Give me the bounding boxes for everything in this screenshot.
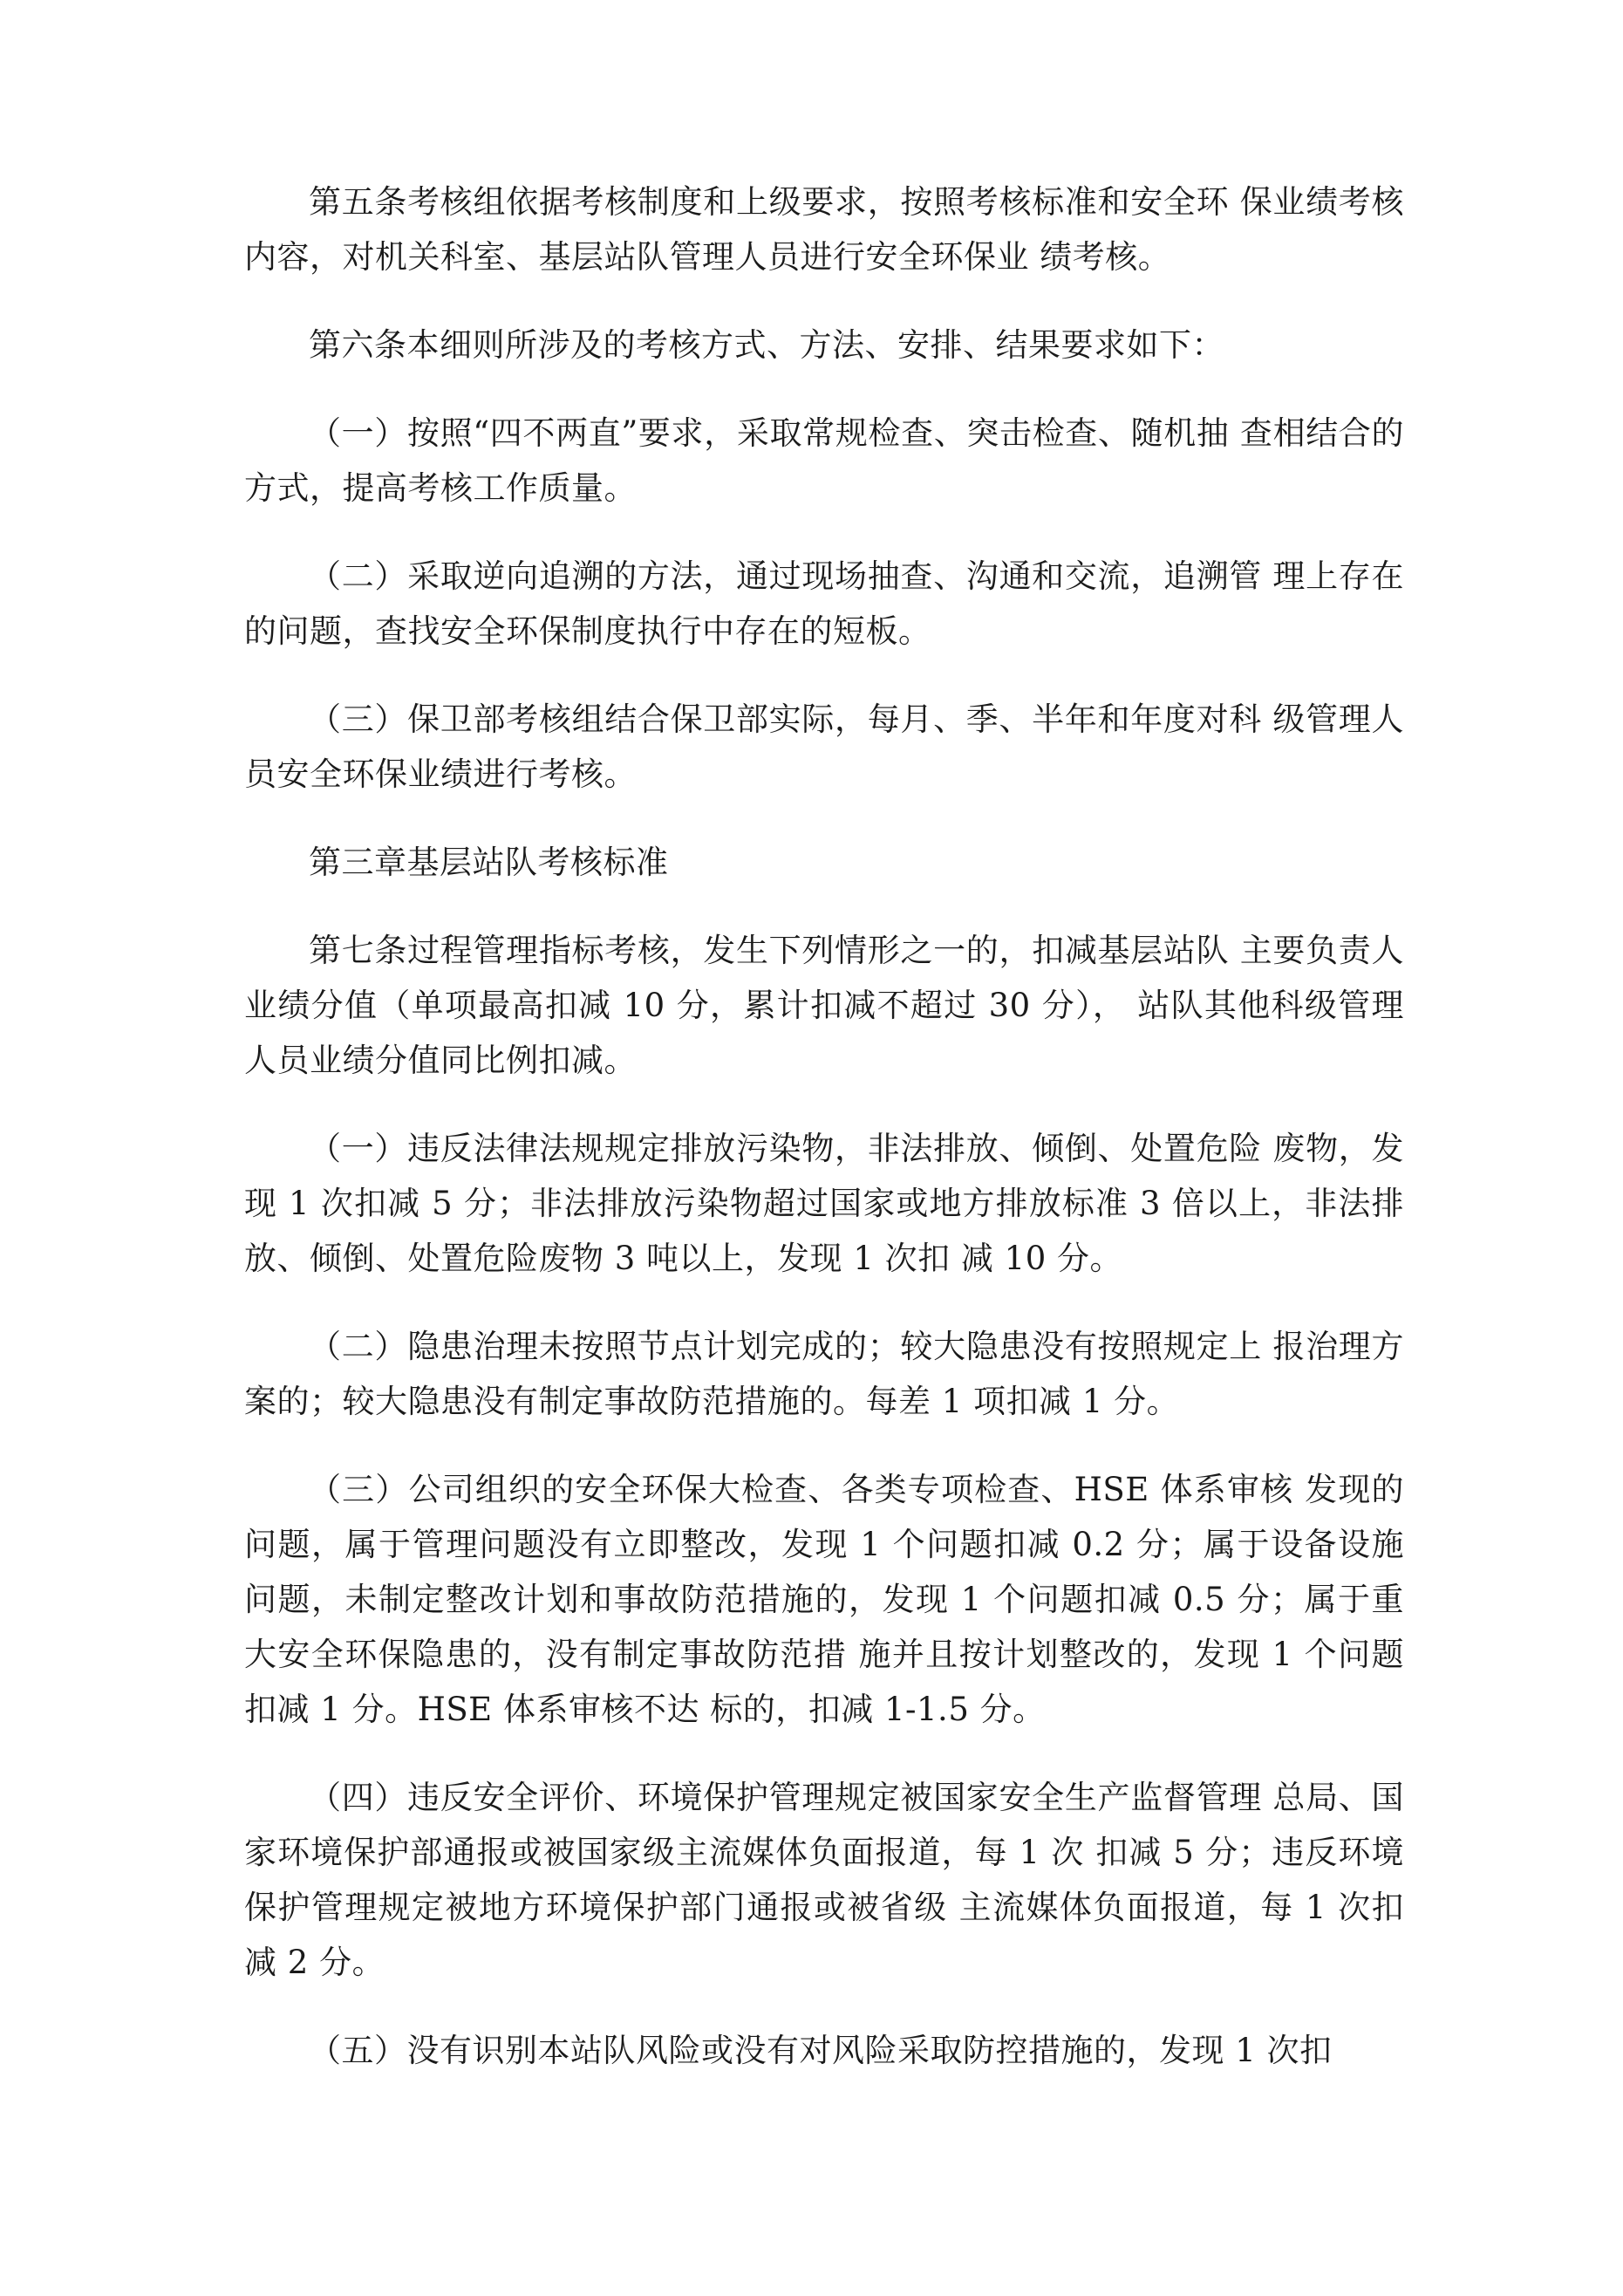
article-6-item-1: （一）按照“四不两直”要求，采取常规检查、突击检查、随机抽 查相结合的方式，提高考核工作质量。: [244, 414, 1404, 507]
article-5-paragraph: 第五条考核组依据考核制度和上级要求，按照考核标准和安全环 保业绩考核内容，对机关科室、基层站队管理人员进行安全环保业 绩考核。: [244, 183, 1404, 276]
article-7-item-4: （四）违反安全评价、环境保护管理规定被国家安全生产监督管理 总局、国家环境保护部通报或被国家级主流媒体负面报道，每 1 次 扣减 5 分；违反环境保护管理规定被地方环境保护部门通报或被省级 主流媒体负面报道，每 1 次扣减 2 分。: [244, 1779, 1404, 1981]
article-6-item-2: （二）采取逆向追溯的方法，通过现场抽查、沟通和交流，追溯管 理上存在的问题，查找安全环保制度执行中存在的短板。: [244, 557, 1404, 650]
article-7-item-3: （三）公司组织的安全环保大检查、各类专项检查、HSE 体系审核 发现的问题，属于管理问题没有立即整改，发现 1 个问题扣减 0.2 分；属于设备设施问题，未制定整改计划和事故防范措施的，发现 1 个问题扣减 0.5 分；属于重大安全环保隐患的，没有制定事故防范措 施并且按计划整改的，发现 1 个问题扣减 1 分。HSE 体系审核不达 标的，扣减 1-1.5 分。: [244, 1471, 1404, 1728]
chapter-3-heading: 第三章基层站队考核标准: [309, 844, 669, 881]
article-7-item-1: （一）违反法律法规规定排放污染物，非法排放、倾倒、处置危险 废物，发现 1 次扣减 5 分；非法排放污染物超过国家或地方排放标准 3 倍以上，非法排放、倾倒、处置危险废物 3 吨以上，发现 1 次扣 减 10 分。: [244, 1130, 1404, 1277]
article-6-item-3: （三）保卫部考核组结合保卫部实际，每月、季、半年和年度对科 级管理人员安全环保业绩进行考核。: [244, 700, 1404, 793]
document-body: [244, 174, 1404, 2111]
article-6-paragraph: 第六条本细则所涉及的考核方式、方法、安排、结果要求如下：: [309, 326, 1224, 364]
article-7-item-5: （五）没有识别本站队风险或没有对风险采取防控措施的，发现 1 次扣: [309, 2032, 1333, 2069]
article-7-item-2: （二）隐患治理未按照节点计划完成的；较大隐患没有按照规定上 报治理方案的；较大隐患没有制定事故防范措施的。每差 1 项扣减 1 分。: [244, 1328, 1404, 1420]
article-7-paragraph: 第七条过程管理指标考核，发生下列情形之一的，扣减基层站队 主要负责人业绩分值（单项最高扣减 10 分，累计扣减不超过 30 分）， 站队其他科级管理人员业绩分值同比例扣减。: [244, 932, 1404, 1079]
